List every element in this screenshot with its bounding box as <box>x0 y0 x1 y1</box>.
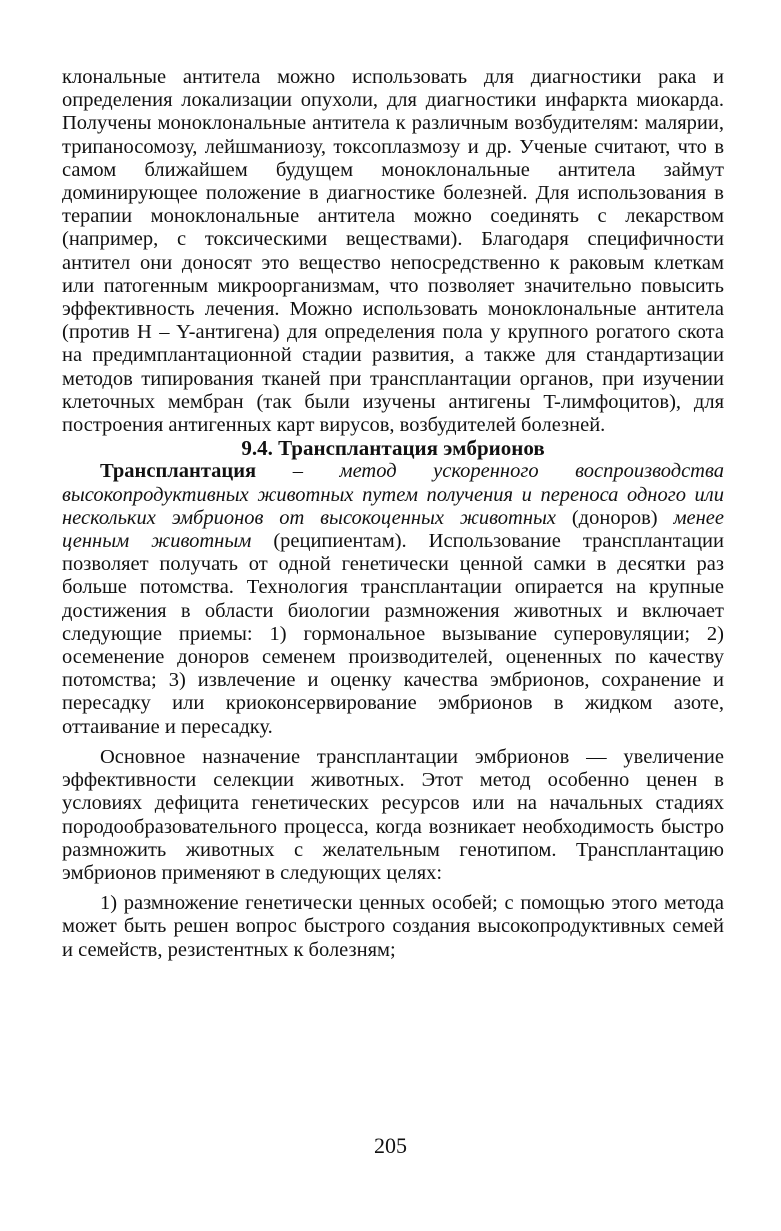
definition-term: Трансплантация <box>100 460 257 483</box>
paragraph-intro: клональные антитела можно использовать для диагностики рака и определения локализации опухоли, для диагностики инфаркта миокарда. Получены моноклональные антитела к различным возбудителям: малярии, трипаносомозу, лейшманиозу, токсоплазмозу и др. Ученые считают, что в самом ближайшем будущем моноклональные антитела займут доминирующее положение в диагностике болезней. Для использования в терапии моноклональные антитела можно соединять с лекарством (например, с токсическими веществами). Благодаря специфичности антител они доносят это вещество непосредственно к раковым клеткам или патогенным микроорганизмам, что позволяет значительно повысить эффективность лечения. Можно использовать моноклональные антитела (против H – Y-антигена) для определения пола у крупного рогатого скота на предимплантационной стадии развития, а также для стандартизации методов типирования тканей при трансплантации органов, при изучении клеточных мембран (так были изучены антигены T-лимфоцитов), для построения антигенных карт вирусов, возбудителей болезней. <box>62 66 724 437</box>
paragraph-purpose: Основное назначение трансплантации эмбрионов — увеличение эффективности селекции животных. Этот метод особенно ценен в условиях дефицита генетических ресурсов или на начальных стадиях породообразовательного процесса, когда возникает необходимость быстро размножить животных с желательным генотипом. Трансплантацию эмбрионов применяют в следующих целях: <box>62 745 724 884</box>
page-body <box>62 66 724 962</box>
paragraph-definition <box>62 460 724 738</box>
definition-body: (реципиентам). Использование трансплантации позволяет получать от одной генетически ценной самки в десятки раз больше потомства. Технология трансплантации опирается на крупные достижения в области биологии размножения животных и включает следующие приемы: 1) гормональное вызывание суперовуляции; 2) осеменение доноров семенем производителей, оцененных по качеству потомства; 3) извлечение и оценку качества эмбрионов, сохранение и пересадку или криоконсервирование эмбрионов в жидком азоте, оттаивание и пересадку. <box>62 530 724 738</box>
section-heading: 9.4. Трансплантация эмбрионов <box>241 436 545 461</box>
definition-recipients-italic: менее ценным животным <box>62 506 724 553</box>
definition-donors: (доноров) <box>556 506 674 529</box>
definition-dash: – <box>256 460 340 483</box>
page-number: 205 <box>374 1133 407 1158</box>
definition-text-italic: метод ускоренного воспроизводства высокопродуктивных животных путем получения и переноса одного или нескольких эмбрионов от высокоценных животных <box>62 460 724 529</box>
paragraph-item-1: 1) размножение генетически ценных особей; с помощью этого метода может быть решен вопрос быстрого создания высокопродуктивных семей и семейств, резистентных к болезням; <box>62 892 724 961</box>
